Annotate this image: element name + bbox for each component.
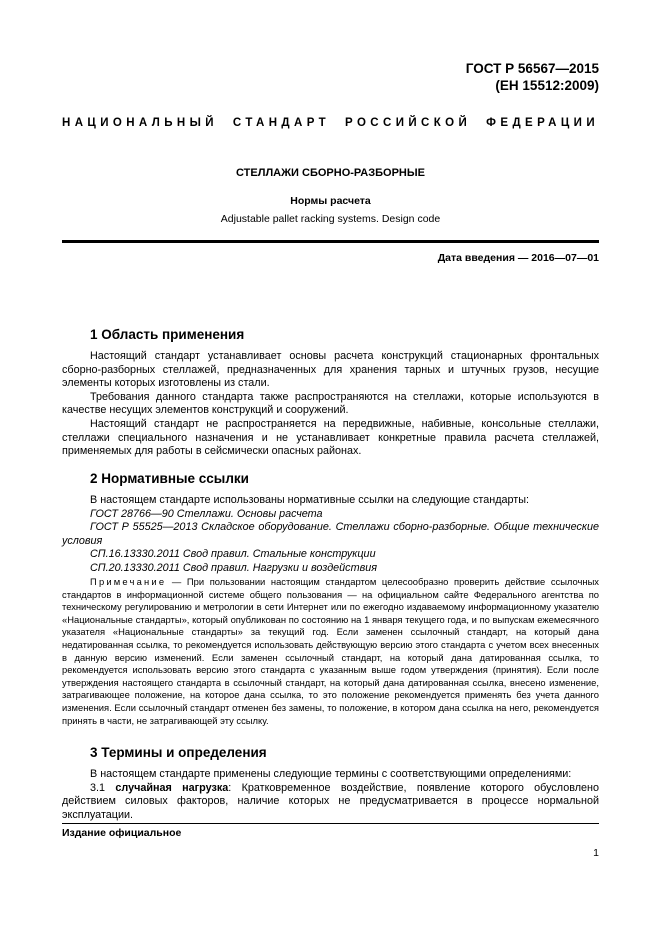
- reference-item: СП.16.13330.2011 Свод правил. Стальные конструкции: [90, 548, 376, 561]
- footer-divider: [62, 823, 599, 824]
- term-number: 3.1: [90, 781, 116, 794]
- section-3-body: [62, 768, 599, 822]
- standard-code-en: (ЕН 15512:2009): [495, 78, 599, 93]
- section-1-paragraph-2: Требования данного стандарта также распространяются на стеллажи, которые используются в качестве несущих элементов конструкций и сооружений.: [62, 390, 599, 417]
- section-2-heading: 2 Нормативные ссылки: [90, 471, 249, 486]
- section-2-body: [62, 494, 599, 576]
- term-name: случайная нагрузка: [115, 781, 229, 794]
- note-label: Примечание: [90, 576, 167, 587]
- page-number: 1: [593, 847, 599, 859]
- national-standard-banner: НАЦИОНАЛЬНЫЙ СТАНДАРТ РОССИЙСКОЙ ФЕДЕРАЦИИ: [62, 117, 599, 129]
- section-2-intro: В настоящем стандарте использованы нормативные ссылки на следующие стандарты:: [90, 494, 529, 506]
- document-subtitle: Нормы расчета: [290, 195, 371, 207]
- section-1-paragraph-3: Настоящий стандарт не распространяется на передвижные, набивные, консольные стеллажи, стеллажи специального назначения и не устанавливает конкретные правила расчета стеллажей, применяемых для работы в сейсмически опасных районах.: [62, 417, 599, 458]
- reference-item: СП.20.13330.2011 Свод правил. Нагрузки и воздействия: [90, 561, 377, 574]
- note-text: — При пользовании настоящим стандартом целесообразно проверить действие ссылочных стандартов в информационной системе общего пользования — на официальном сайте Федерального агентства по техническому регулированию и метрологии в сети Интернет или по ежегодно издаваемому информационному указателю «Национальные стандарты», который опубликован по состоянию на 1 января текущего года, и по выпускам ежемесячного указателя «Национальные стандарты» за текущий год. Если заменен ссылочный стандарт, на который дана недатированная ссылка, то рекомендуется использовать действующую версию этого стандарта с учетом всех внесенных в данную версию изменений. Если заменен ссылочный стандарт, на который дана датированная ссылка, то рекомендуется использовать версию этого стандарта с указанным выше годом утверждения (принятия). Если после утверждения настоящего стандарта в ссылочный стандарт, на который дана датированная ссылка, внесено изменение, затрагивающее положение, на которое дана ссылка, то это положение рекомендуется применять без учета данного изменения. Если ссылочный стандарт отменен без замены, то положение, в котором дана ссылка на него, рекомендуется принять в части, не затрагивающей эту ссылку.: [62, 576, 599, 726]
- reference-item: ГОСТ Р 55525—2013 Складское оборудование. Стеллажи сборно-разборные. Общие технические условия: [62, 521, 599, 547]
- official-edition: Издание официальное: [62, 827, 182, 839]
- section-1-paragraph-1: Настоящий стандарт устанавливает основы расчета конструкций стационарных фронтальных сборно-разборных стеллажей, предназначенных для хранения тарных и штучных грузов, несущие элементы которых изготовлены из стали.: [62, 350, 599, 390]
- standard-code: ГОСТ Р 56567—2015: [465, 61, 599, 76]
- title-divider: [62, 240, 599, 243]
- term-3-1: [62, 782, 599, 823]
- reference-item: ГОСТ 28766—90 Стеллажи. Основы расчета: [90, 507, 323, 520]
- term-definition: : Кратковременное воздействие, появление которого обусловлено действием силовых факторов, наличие которых не предусматривается в процессе нормальной эксплуатации.: [62, 781, 599, 821]
- section-1-heading: 1 Область применения: [90, 327, 245, 342]
- section-2-note: [62, 576, 599, 727]
- section-1-body: [62, 350, 599, 459]
- section-3-heading: 3 Термины и определения: [90, 745, 267, 760]
- document-title: СТЕЛЛАЖИ СБОРНО-РАЗБОРНЫЕ: [236, 167, 425, 179]
- english-title: Adjustable pallet racking systems. Design code: [220, 213, 441, 225]
- introduction-date: Дата введения — 2016—07—01: [437, 252, 599, 264]
- section-3-intro: В настоящем стандарте применены следующие термины с соответствующими определениями:: [90, 768, 572, 780]
